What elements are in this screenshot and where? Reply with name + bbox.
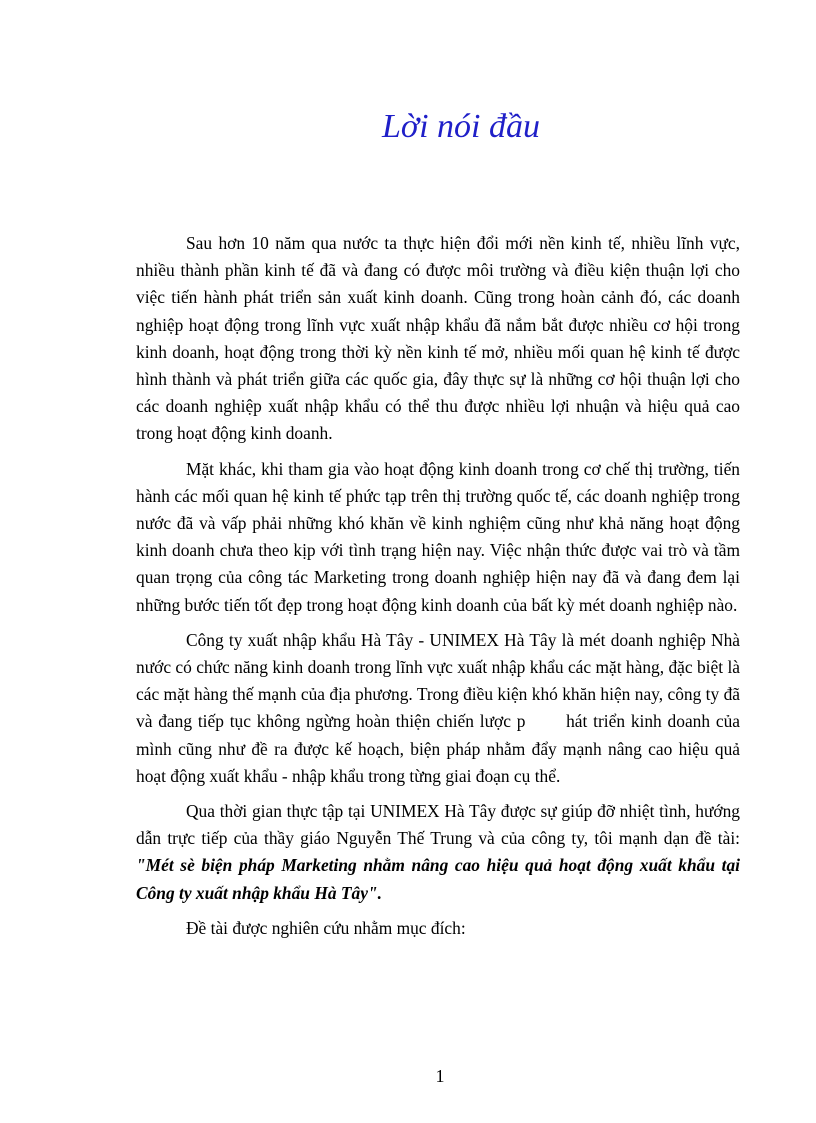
paragraph: Mặt khác, khi tham gia vào hoạt động kinh doanh trong cơ chế thị trường, tiến hành các mối quan hệ kinh tế phức tạp trên thị trường quốc tế, các doanh nghiệp trong nước đã và vấp phải những khó khăn về kinh nghiệm cũng như khả năng hoạt động kinh doanh chưa theo kịp với tình trạng hiện nay. Việc nhận thức được vai trò và tầm quan trọng của công tác Marketing trong doanh nghiệp hiện nay đã và đang đem lại những bước tiến tốt đẹp trong hoạt động kinh doanh của bất kỳ mét doanh nghiệp nào.: [136, 458, 740, 615]
page-title: Lời nói đầu: [382, 108, 540, 145]
document-body: [136, 230, 745, 950]
paragraph: [136, 798, 740, 907]
page-number: 1: [435, 1066, 445, 1086]
thesis-title: "Mét sè biện pháp Marketing nhằm nâng cao hiệu quả hoạt động xuất khẩu tại Công ty xuất nhập khẩu Hà Tây".: [136, 855, 740, 903]
paragraph: Công ty xuất nhập khẩu Hà Tây - UNIMEX Hà Tây là mét doanh nghiệp Nhà nước có chức năng kinh doanh trong lĩnh vực xuất nhập khẩu các mặt hàng, đặc biệt là các mặt hàng thế mạnh của địa phương. Trong điều kiện khó khăn hiện nay, công ty đã và đang tiếp tục không ngừng hoàn thiện chiến lược p hát triển kinh doanh của mình cũng như đề ra được kế hoạch, biện pháp nhằm đẩy mạnh nâng cao hiệu quả hoạt động xuất khẩu - nhập khẩu trong từng giai đoạn cụ thể.: [136, 629, 745, 786]
paragraph: Sau hơn 10 năm qua nước ta thực hiện đổi mới nền kinh tế, nhiều lĩnh vực, nhiều thành phần kinh tế đã và đang có được môi trường và điều kiện thuận lợi cho việc tiến hành phát triển sản xuất kinh doanh. Cũng trong hoàn cảnh đó, các doanh nghiệp hoạt động trong lĩnh vực xuất nhập khẩu đã nắm bắt được nhiều cơ hội trong kinh doanh, hoạt động trong thời kỳ nền kinh tế mở, nhiều mối quan hệ kinh tế được hình thành và phát triển giữa các quốc gia, đây thực sự là những cơ hội thuận lợi cho các doanh nghiệp xuất nhập khẩu có thể thu được nhiều lợi nhuận và hiệu quả cao trong hoạt động kinh doanh.: [136, 233, 740, 444]
paragraph: Đề tài được nghiên cứu nhằm mục đích:: [186, 917, 466, 938]
paragraph-text: Qua thời gian thực tập tại UNIMEX Hà Tây được sự giúp đỡ nhiệt tình, hướng dẫn trực tiếp của thầy giáo Nguyễn Thế Trung và của công ty, tôi mạnh dạn đề tài:: [136, 801, 740, 849]
